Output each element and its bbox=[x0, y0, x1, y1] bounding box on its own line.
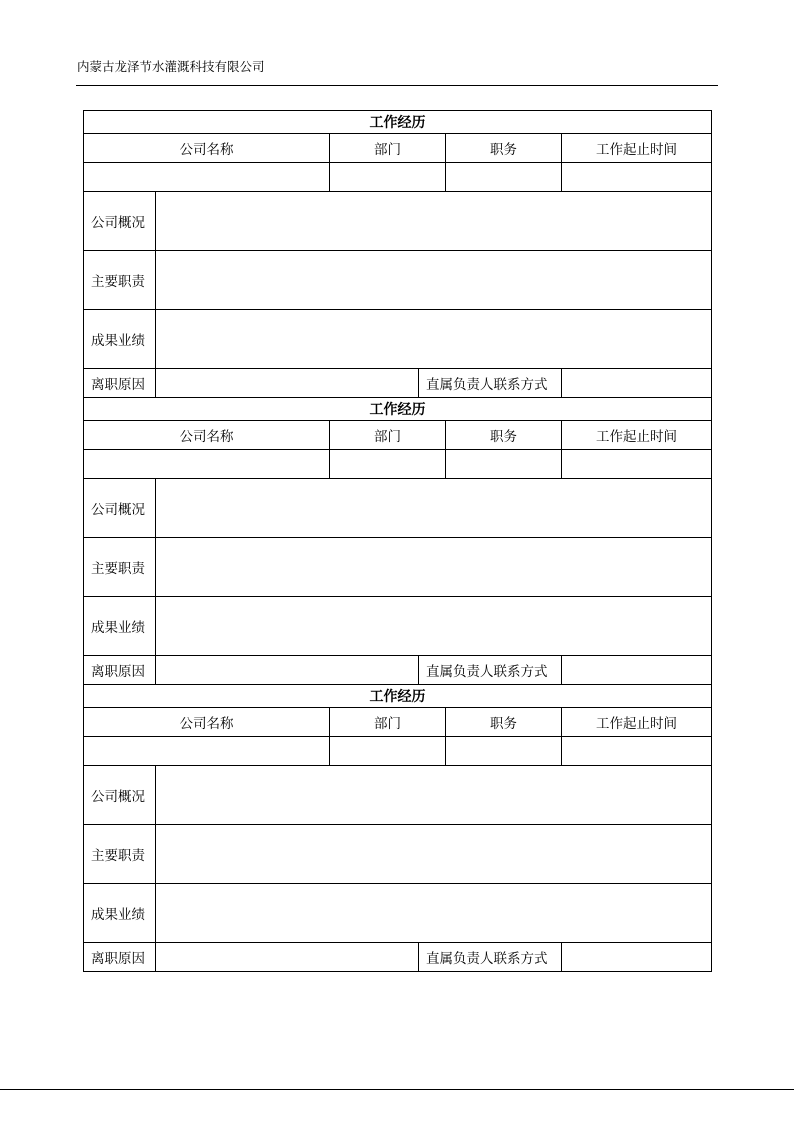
company-overview-field[interactable] bbox=[156, 479, 712, 538]
leave-reason-field[interactable] bbox=[156, 943, 419, 972]
column-header-department: 部门 bbox=[330, 421, 446, 450]
main-duties-field[interactable] bbox=[156, 251, 712, 310]
achievements-row bbox=[84, 884, 712, 943]
main-duties-field[interactable] bbox=[156, 538, 712, 597]
supervisor-contact-field[interactable] bbox=[562, 943, 712, 972]
column-header-period: 工作起止时间 bbox=[562, 421, 712, 450]
entry-row bbox=[84, 450, 712, 479]
achievements-field[interactable] bbox=[156, 310, 712, 369]
leave-reason-label: 离职原因 bbox=[84, 369, 156, 398]
entry-row bbox=[84, 163, 712, 192]
supervisor-contact-label: 直属负责人联系方式 bbox=[419, 656, 562, 685]
company-overview-label: 公司概况 bbox=[84, 766, 156, 825]
leave-reason-label: 离职原因 bbox=[84, 656, 156, 685]
department-field[interactable] bbox=[330, 163, 446, 192]
company-overview-row bbox=[84, 479, 712, 538]
footer-rule bbox=[0, 1089, 794, 1090]
column-header-position: 职务 bbox=[446, 708, 562, 737]
achievements-label: 成果业绩 bbox=[84, 597, 156, 656]
column-header-period: 工作起止时间 bbox=[562, 708, 712, 737]
main-duties-row bbox=[84, 538, 712, 597]
period-field[interactable] bbox=[562, 163, 712, 192]
achievements-field[interactable] bbox=[156, 597, 712, 656]
position-field[interactable] bbox=[446, 450, 562, 479]
company-overview-row bbox=[84, 192, 712, 251]
leave-reason-row bbox=[84, 369, 712, 398]
section-title-row bbox=[84, 398, 712, 421]
company-overview-field[interactable] bbox=[156, 192, 712, 251]
header-rule bbox=[76, 85, 718, 86]
leave-reason-field[interactable] bbox=[156, 656, 419, 685]
achievements-label: 成果业绩 bbox=[84, 310, 156, 369]
column-header-company-name: 公司名称 bbox=[84, 708, 330, 737]
department-field[interactable] bbox=[330, 737, 446, 766]
entry-row bbox=[84, 737, 712, 766]
leave-reason-row bbox=[84, 656, 712, 685]
column-header-company-name: 公司名称 bbox=[84, 134, 330, 163]
leave-reason-label: 离职原因 bbox=[84, 943, 156, 972]
supervisor-contact-field[interactable] bbox=[562, 369, 712, 398]
section-title: 工作经历 bbox=[84, 398, 712, 421]
main-duties-row bbox=[84, 825, 712, 884]
company-overview-label: 公司概况 bbox=[84, 192, 156, 251]
main-duties-label: 主要职责 bbox=[84, 251, 156, 310]
column-header-row bbox=[84, 134, 712, 163]
achievements-label: 成果业绩 bbox=[84, 884, 156, 943]
achievements-field[interactable] bbox=[156, 884, 712, 943]
period-field[interactable] bbox=[562, 450, 712, 479]
column-header-row bbox=[84, 421, 712, 450]
main-duties-row bbox=[84, 251, 712, 310]
achievements-row bbox=[84, 310, 712, 369]
department-field[interactable] bbox=[330, 450, 446, 479]
document-header-company: 内蒙古龙泽节水灌溉科技有限公司 bbox=[77, 59, 265, 74]
supervisor-contact-label: 直属负责人联系方式 bbox=[419, 943, 562, 972]
supervisor-contact-label: 直属负责人联系方式 bbox=[419, 369, 562, 398]
supervisor-contact-field[interactable] bbox=[562, 656, 712, 685]
company-overview-label: 公司概况 bbox=[84, 479, 156, 538]
leave-reason-field[interactable] bbox=[156, 369, 419, 398]
section-title: 工作经历 bbox=[84, 111, 712, 134]
section-title: 工作经历 bbox=[84, 685, 712, 708]
position-field[interactable] bbox=[446, 163, 562, 192]
company-name-field[interactable] bbox=[84, 737, 330, 766]
column-header-period: 工作起止时间 bbox=[562, 134, 712, 163]
column-header-company-name: 公司名称 bbox=[84, 421, 330, 450]
column-header-position: 职务 bbox=[446, 134, 562, 163]
section-title-row bbox=[84, 111, 712, 134]
position-field[interactable] bbox=[446, 737, 562, 766]
period-field[interactable] bbox=[562, 737, 712, 766]
main-duties-label: 主要职责 bbox=[84, 538, 156, 597]
leave-reason-row bbox=[84, 943, 712, 972]
company-name-field[interactable] bbox=[84, 163, 330, 192]
company-overview-field[interactable] bbox=[156, 766, 712, 825]
section-title-row bbox=[84, 685, 712, 708]
main-duties-field[interactable] bbox=[156, 825, 712, 884]
column-header-department: 部门 bbox=[330, 708, 446, 737]
column-header-row bbox=[84, 708, 712, 737]
main-duties-label: 主要职责 bbox=[84, 825, 156, 884]
column-header-position: 职务 bbox=[446, 421, 562, 450]
column-header-department: 部门 bbox=[330, 134, 446, 163]
work-experience-form bbox=[83, 110, 712, 972]
company-name-field[interactable] bbox=[84, 450, 330, 479]
achievements-row bbox=[84, 597, 712, 656]
company-overview-row bbox=[84, 766, 712, 825]
